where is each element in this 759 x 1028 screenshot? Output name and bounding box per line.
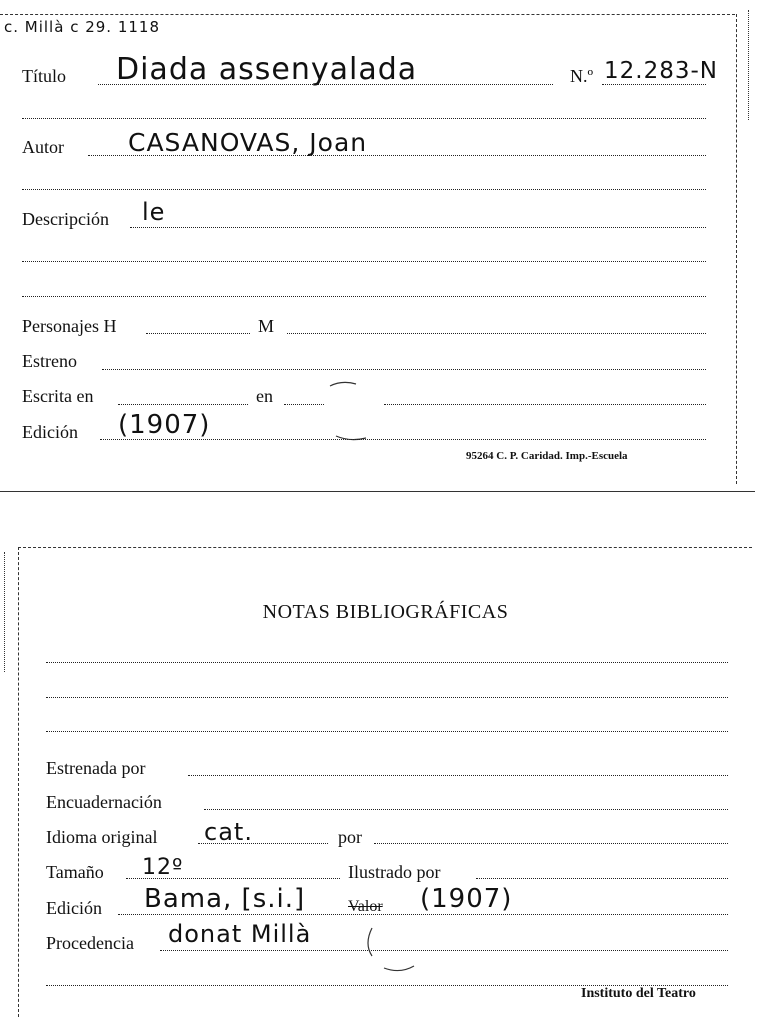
procedencia-value: donat Millà [168, 920, 312, 948]
tamano-label: Tamaño [46, 862, 104, 882]
personajes-m-line [287, 333, 706, 334]
estreno-label: Estreno [22, 351, 77, 371]
card-edge-mark [748, 10, 749, 120]
descripcion-line-2 [22, 261, 706, 262]
tamano-value: 12º [142, 855, 184, 880]
descripcion-value: le [142, 198, 166, 226]
ilustrado-label: Ilustrado por [348, 862, 441, 882]
edicion2-label: Edición [46, 898, 102, 918]
por-line [374, 843, 728, 844]
escrita-en-line [284, 404, 324, 405]
procedencia-line [160, 950, 728, 951]
card-right-edge [736, 14, 737, 484]
institute-footer: Instituto del Teatro [581, 986, 696, 1001]
personajes-m-label: M [258, 316, 275, 336]
descripcion-line-3 [22, 296, 706, 297]
idioma-value: cat. [204, 818, 253, 846]
notas-heading: NOTAS BIBLIOGRÁFICAS [262, 601, 509, 623]
por-label: por [338, 827, 362, 847]
edicion-value: (1907) [118, 410, 211, 440]
encuadernacion-line [204, 809, 728, 810]
notas-line-3 [46, 731, 728, 732]
procedencia-label: Procedencia [46, 933, 134, 953]
corner-note: c. Millà c 29. 1118 [4, 18, 160, 36]
estrenada-line [188, 775, 728, 776]
punch-hole-mark-2 [362, 922, 422, 982]
encuadernacion-label: Encuadernación [46, 792, 162, 812]
punch-hole-mark [322, 376, 382, 446]
autor-line-2 [22, 189, 706, 190]
descripcion-label: Descripción [22, 209, 109, 229]
autor-label: Autor [22, 137, 64, 157]
titulo-line-2 [22, 118, 706, 119]
escrita-line [118, 404, 248, 405]
edicion2-line [118, 914, 728, 915]
numero-line [602, 84, 706, 85]
escrita-label: Escrita en [22, 386, 94, 406]
numero-label: N.º [570, 66, 594, 86]
personajes-label: Personajes H [22, 316, 117, 336]
notas-line-2 [46, 697, 728, 698]
ilustrado-line [476, 878, 728, 879]
notas-line-1 [46, 662, 728, 663]
estreno-line [102, 369, 706, 370]
edicion-label: Edición [22, 422, 78, 442]
valor-label: Valor [348, 898, 383, 915]
descripcion-line [130, 227, 706, 228]
titulo-label: Título [22, 66, 66, 86]
idioma-label: Idioma original [46, 827, 158, 847]
numero-value: 12.283-N [604, 58, 718, 84]
card-top-edge [0, 14, 735, 15]
card-separator [0, 491, 755, 492]
autor-value: CASANOVAS, Joan [128, 128, 368, 157]
card2-top-edge [18, 547, 752, 548]
printer-line: 95264 C. P. Caridad. Imp.-Escuela [466, 450, 628, 462]
valor-value: (1907) [420, 884, 513, 914]
edicion2-value: Bama, [s.i.] [144, 884, 306, 914]
titulo-value: Diada assenyalada [116, 52, 418, 87]
escrita-en-line-2 [384, 404, 706, 405]
personajes-h-line [146, 333, 250, 334]
escrita-en-label: en [256, 386, 273, 406]
estrenada-label: Estrenada por [46, 758, 146, 778]
